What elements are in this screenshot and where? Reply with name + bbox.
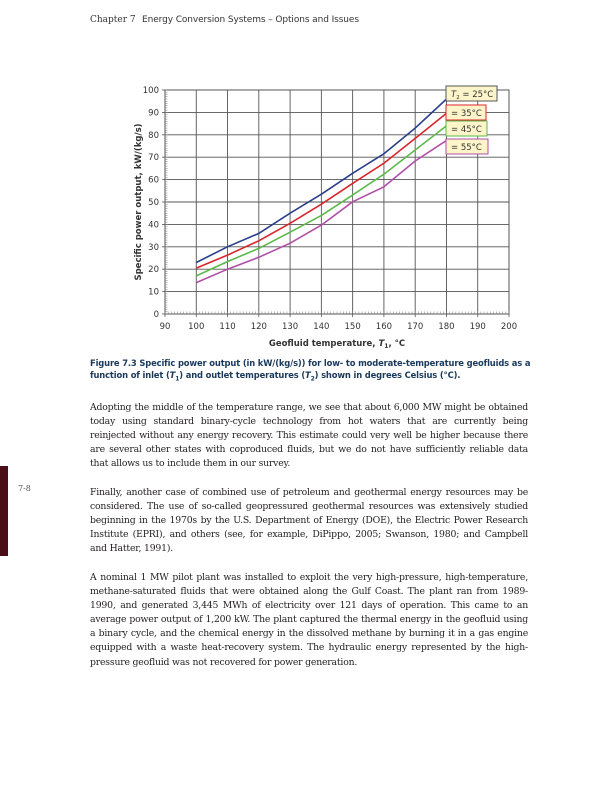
x-axis-title: Geofluid temperature, $T_1$, °C	[268, 339, 406, 350]
x-tick-label: 180	[438, 322, 455, 332]
y-tick-label: 80	[148, 130, 159, 141]
line-chart	[0, 0, 612, 356]
series-label-3	[446, 121, 487, 136]
x-tick-label: 140	[313, 322, 330, 332]
y-tick-label: 40	[148, 220, 159, 231]
x-tick-label: 110	[219, 322, 236, 332]
caption-text-c: ) shown in degrees Celsius (°C).	[314, 370, 461, 380]
svg-text:= 45°C: = 45°C	[451, 125, 482, 135]
svg-text:= 55°C: = 55°C	[451, 143, 482, 153]
y-tick-label: 100	[142, 86, 159, 96]
margin-accent-bar	[0, 466, 8, 556]
caption-t1-sub: 1	[175, 375, 180, 383]
x-tick-label: 150	[344, 322, 361, 332]
chapter-label: Chapter 7	[90, 15, 136, 25]
series-label-4	[446, 139, 488, 154]
x-tick-label: 130	[281, 322, 299, 332]
y-tick-label: 90	[148, 108, 159, 119]
paragraph-geopressured: Finally, another case of combined use of petroleum and geothermal energy resources may be considered. The use of so-called geopressured geothermal resources was extensively studied beginning in the 1970s by the U.S. Department of Energy (DOE), the Electric Power Research Institute (EPRI), and others (see, for example, DiPippo, 2005; Swanson, 1980; and Campbell and Hatter, 1991).	[90, 487, 528, 555]
page-number: 7-8	[18, 484, 31, 493]
caption-t2: T	[305, 370, 311, 380]
x-tick-label: 200	[500, 322, 518, 332]
svg-text:T2 = 25°C: $T_2 = 25^\circ C$	[451, 90, 494, 101]
caption-t2-sub: 2	[310, 375, 315, 383]
x-tick-label: 90	[159, 322, 171, 332]
y-tick-label: 70	[148, 153, 159, 164]
y-tick-label: 20	[148, 265, 159, 276]
y-tick-label: 60	[148, 175, 159, 186]
y-tick-label: 10	[148, 287, 159, 298]
x-tick-label: 100	[188, 322, 205, 332]
y-tick-label: 0	[153, 310, 159, 320]
caption-text-a: Figure 7.3 Specific power output (in kW/(kg/s)) for low- to moderate-temperature geofluids as a function of inlet (	[90, 358, 531, 380]
x-tick-label: 190	[469, 322, 486, 332]
x-tick-label: 160	[375, 322, 393, 332]
figure-caption	[90, 357, 540, 386]
y-tick-label: 50	[148, 198, 159, 208]
caption-t1: T	[169, 370, 176, 380]
x-tick-label: 120	[250, 322, 267, 332]
y-tick-label: 30	[148, 242, 159, 253]
y-axis-title: Specific power output, kW/(kg/s)	[134, 123, 144, 281]
chapter-title: Energy Conversion Systems – Options and Issues	[142, 15, 359, 25]
paragraph-coproduced-fluids: Adopting the middle of the temperature range, we see that about 6,000 MW might be obtained today using standard binary-cycle technology from hot waters that are currently being reinjected without any energy recovery. This estimate could very well be higher because there are several other states with coproduced fluids, but we do not have sufficiently reliable data that allows us to include them in our survey.	[90, 402, 528, 470]
series-label-2	[446, 105, 486, 120]
caption-text-b: ) and outlet temperatures (	[179, 370, 306, 380]
svg-text:= 35°C: = 35°C	[451, 109, 482, 119]
figure-chart	[0, 0, 612, 356]
series-label-1	[446, 86, 497, 101]
x-tick-label: 170	[407, 322, 424, 332]
paragraph-pilot-plant: A nominal 1 MW pilot plant was installed to exploit the very high-pressure, high-temperature, methane-saturated fluids that were obtained along the Gulf Coast. The plant ran from 1989-1990, and generated 3,445 MWh of electricity over 121 days of operation. This came to an average power output of 1,200 kW. The plant captured the thermal energy in the geofluid using a binary cycle, and the chemical energy in the dissolved methane by burning it in a gas engine equipped with a waste heat-recovery system. The hydraulic energy represented by the high-pressure geofluid was not recovered for power generation.	[90, 572, 528, 668]
